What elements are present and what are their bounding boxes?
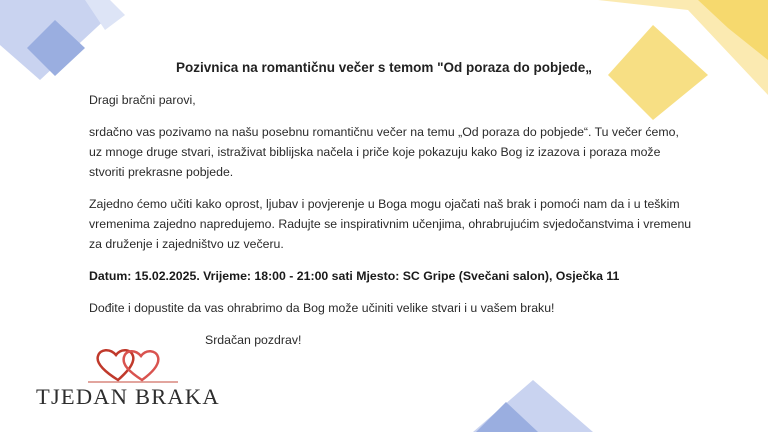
paragraph-encouragement: Dođite i dopustite da vas ohrabrimo da Bog može učiniti velike stvari i u vašem braku!: [89, 301, 555, 315]
tjedan-braka-logo: [30, 346, 230, 416]
two-hearts-icon: [88, 346, 178, 386]
paragraph-intro: srdačno vas pozivamo na našu posebnu romantičnu večer na temu „Od poraza do pobjede“. Tu večer ćemo, uz mnoge druge stvari, istraživat biblijska načela i priče koje pokazuju kako Bog iz izazova i poraza može stvoriti prekrasne pobjede.: [89, 125, 679, 179]
decorative-blue-diamonds-bottom-right: [468, 372, 598, 432]
paragraph-content: Zajedno ćemo učiti kako oprost, ljubav i povjerenje u Boga mogu ojačati naš brak i pomoći nam da i u teškim vremenima zajedno napredujemo. Radujte se inspirativnim učenjima, ohrabrujućim svjedočanstvima i vremenu za druženje i zajedništvo uz večeru.: [89, 197, 692, 251]
greeting: Dragi bračni parovi,: [89, 93, 196, 107]
closing-greeting: Srdačan pozdrav!: [205, 333, 302, 347]
logo-text: TJEDAN BRAKA: [36, 384, 220, 409]
invitation-title: Pozivnica na romantičnu večer s temom "Od poraza do pobjede„: [176, 60, 592, 75]
event-details: Datum: 15.02.2025. Vrijeme: 18:00 - 21:00 sati Mjesto: SC Gripe (Svečani salon), Osječka 11: [89, 269, 620, 283]
